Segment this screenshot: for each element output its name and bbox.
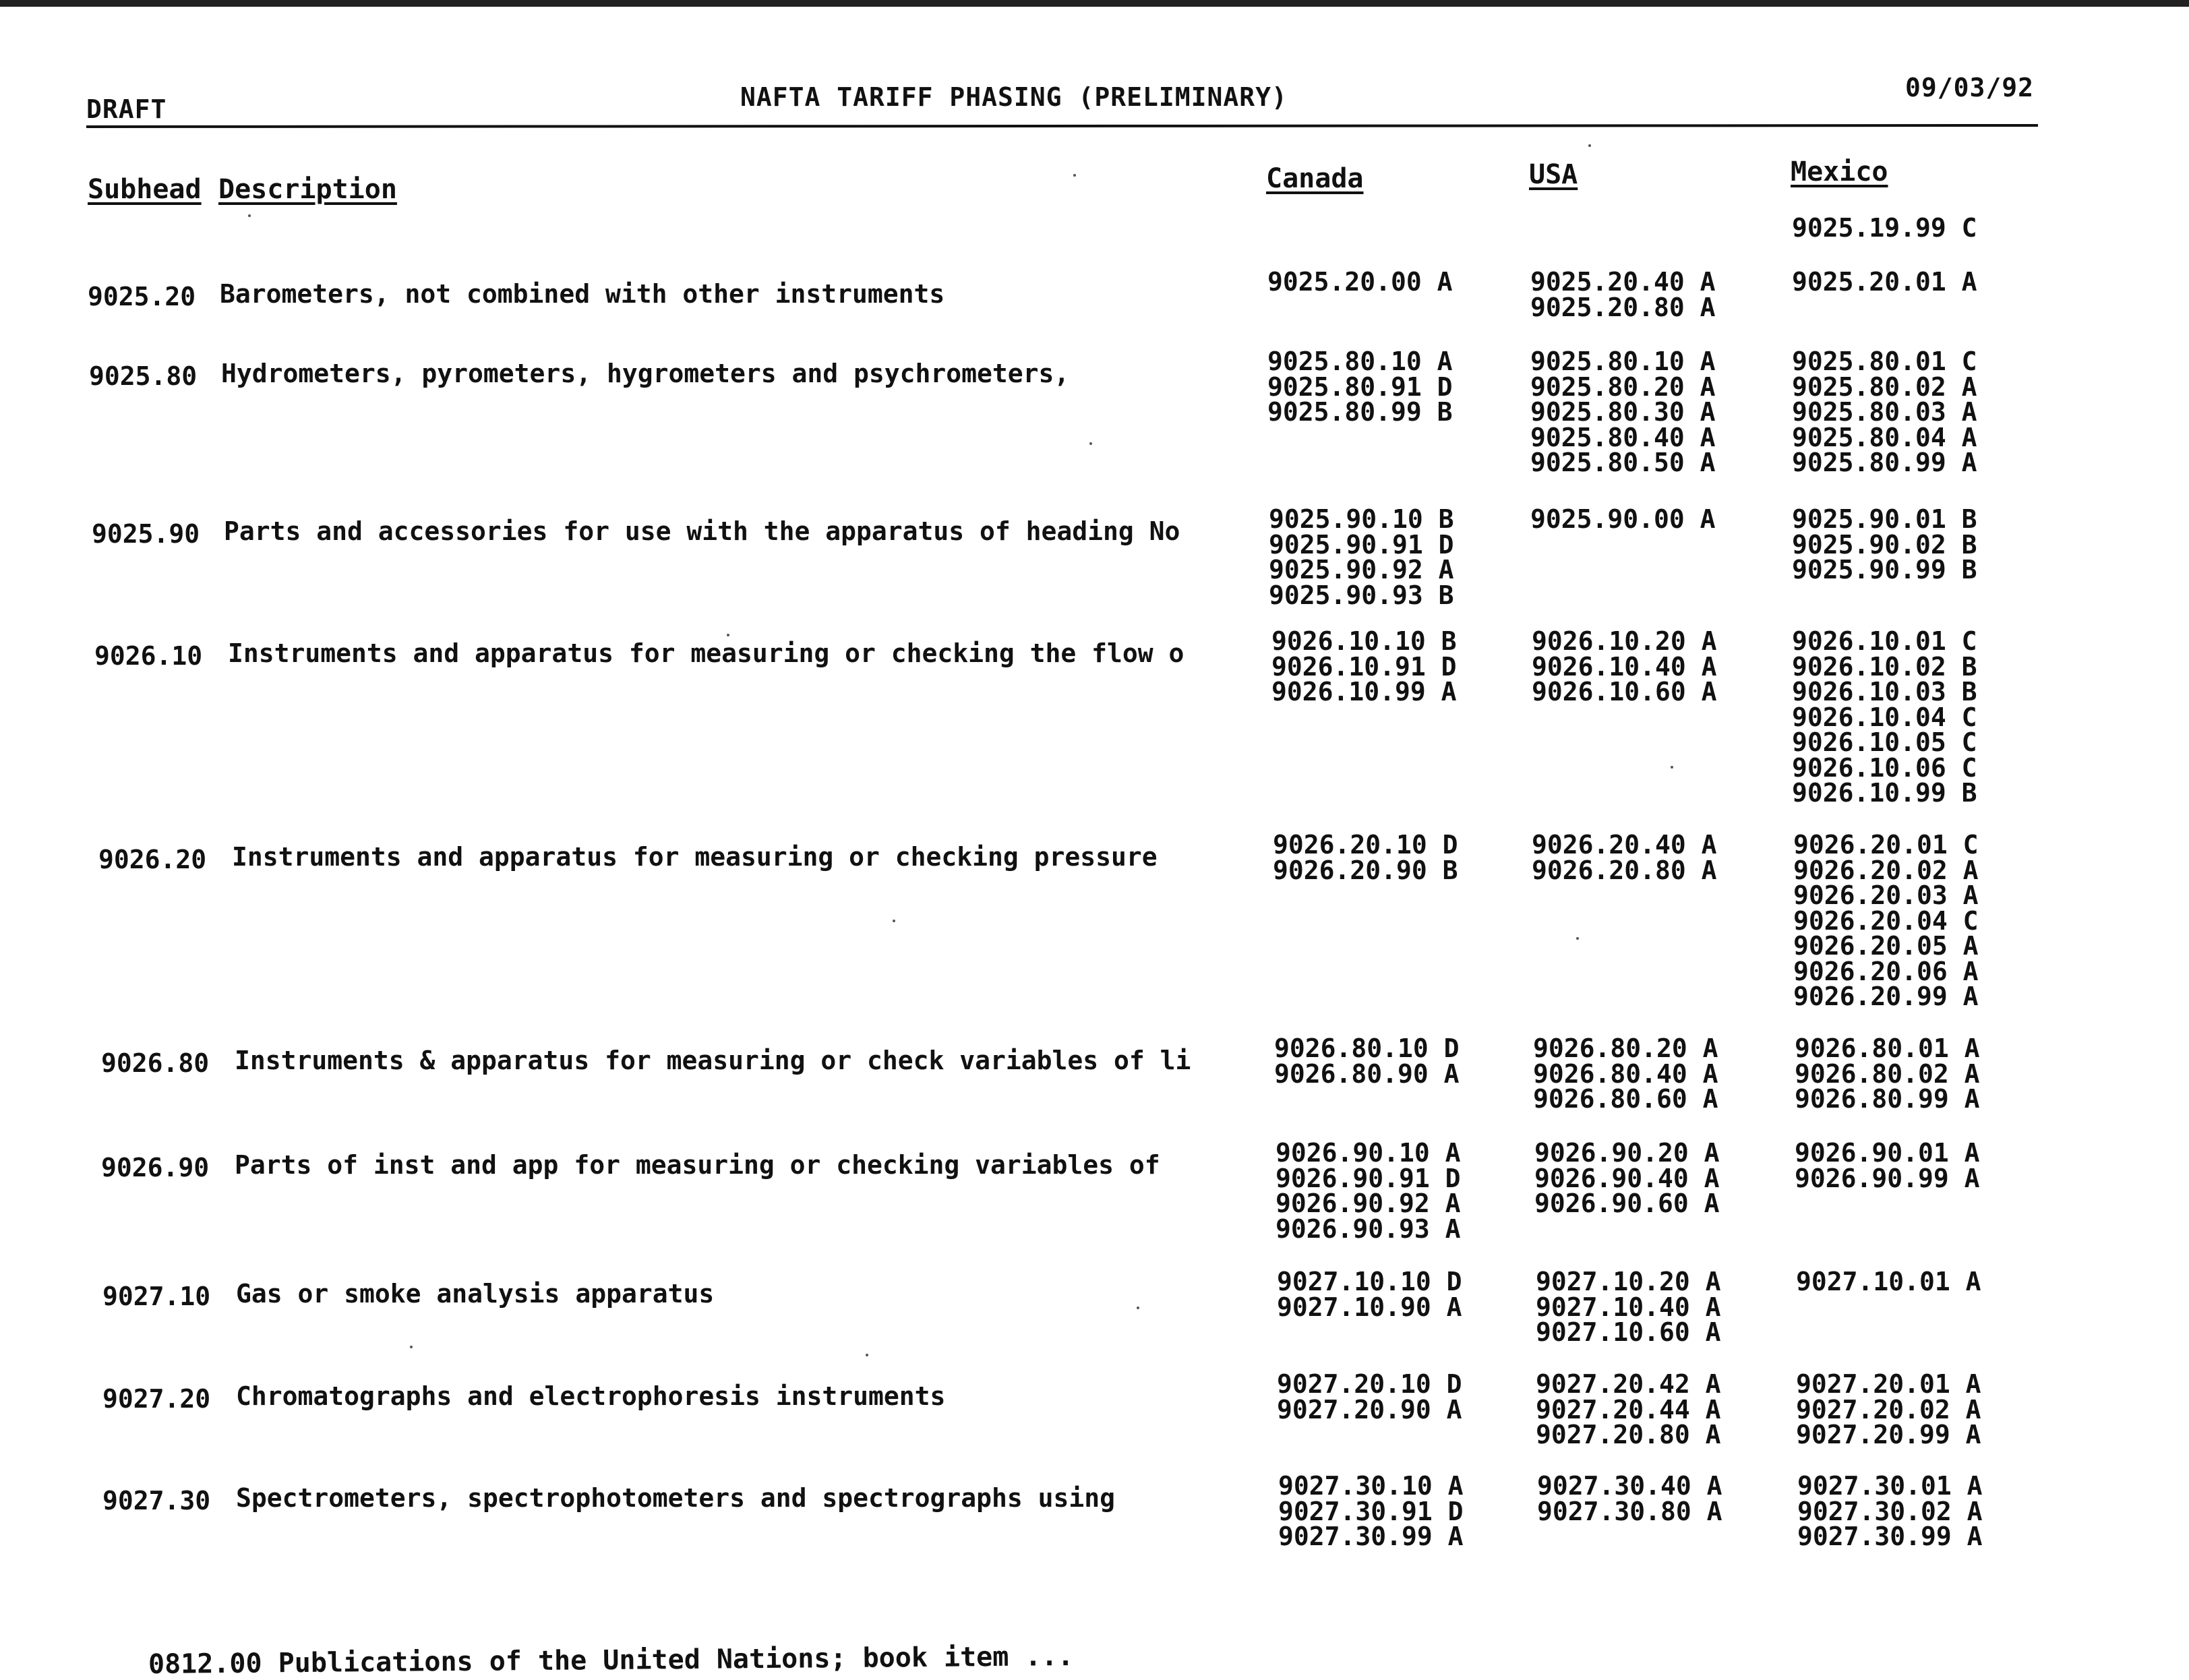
column-header-mexico: Mexico	[1791, 156, 1888, 187]
subhead-description: Spectrometers, spectrophotometers and spectrographs using	[236, 1483, 1116, 1513]
scan-speck	[410, 1346, 413, 1348]
tariff-code: 9026.20.80 A	[1532, 855, 1717, 885]
subhead-code: 9027.30	[102, 1486, 211, 1516]
tariff-code: 9025.80.01 C	[1792, 347, 1977, 376]
tariff-code: 9026.20.90 B	[1273, 855, 1458, 885]
tariff-code: 9027.30.80 A	[1537, 1496, 1722, 1526]
usa-codes	[1537, 1471, 1722, 1526]
scan-speck	[1089, 442, 1092, 445]
mexico-codes	[1792, 626, 1977, 808]
tariff-code: 9025.90.02 B	[1792, 529, 1977, 560]
scan-speck	[866, 1354, 868, 1356]
tariff-code: 9027.30.99 A	[1278, 1522, 1464, 1551]
tariff-code: 9026.80.10 D	[1274, 1033, 1460, 1063]
mexico-codes	[1795, 1033, 1980, 1114]
mexico-codes	[1792, 504, 1977, 584]
tariff-code: 9025.80.30 A	[1530, 397, 1716, 427]
tariff-code: 9026.10.91 D	[1271, 651, 1457, 682]
tariff-code: 9027.10.01 A	[1796, 1267, 1981, 1296]
tariff-code: 9026.80.90 A	[1274, 1058, 1460, 1089]
subhead-code: 9027.10	[102, 1282, 211, 1311]
tariff-code: 9025.80.02 A	[1792, 371, 1977, 402]
tariff-code: 9026.80.40 A	[1533, 1058, 1718, 1089]
subhead-code: 9026.90	[101, 1153, 210, 1182]
tariff-code: 9027.30.91 D	[1278, 1496, 1464, 1526]
scan-speck	[727, 634, 729, 636]
tariff-code: 9026.10.60 A	[1532, 677, 1717, 707]
tariff-code: 9025.90.99 B	[1792, 555, 1977, 584]
tariff-code: 9026.90.40 A	[1534, 1163, 1720, 1193]
tariff-code: 9027.20.10 D	[1277, 1369, 1462, 1399]
tariff-code: 9025.20.00 A	[1267, 267, 1453, 297]
usa-codes	[1532, 626, 1717, 707]
tariff-code: 9026.20.02 A	[1793, 855, 1979, 885]
tariff-code: 9027.30.10 A	[1278, 1471, 1464, 1501]
column-header-description: Description	[218, 174, 397, 205]
tariff-code: 9026.80.02 A	[1795, 1058, 1980, 1089]
column-header-subhead: Subhead	[88, 174, 202, 205]
tariff-code: 9026.90.60 A	[1534, 1189, 1720, 1218]
tariff-code: 9025.80.40 A	[1530, 422, 1716, 452]
tariff-code: 9025.80.20 A	[1530, 371, 1716, 402]
subhead-code: 9025.20	[88, 282, 196, 311]
draft-label: DRAFT	[86, 94, 167, 124]
tariff-code: 9026.20.99 A	[1793, 982, 1979, 1011]
tariff-code: 9026.10.05 C	[1792, 727, 1977, 757]
tariff-code: 9027.20.42 A	[1536, 1369, 1721, 1399]
tariff-code: 9025.20.80 A	[1530, 292, 1716, 322]
subhead-code: 9025.80	[89, 361, 198, 391]
tariff-code: 9025.90.91 D	[1269, 529, 1454, 560]
subhead-description: Instruments and apparatus for measuring or checking the flow o	[228, 638, 1185, 668]
usa-codes	[1536, 1269, 1721, 1346]
tariff-code: 9025.80.50 A	[1530, 448, 1716, 477]
tariff-code: 9025.80.99 B	[1267, 397, 1453, 427]
subhead-description: Barometers, not combined with other instruments	[220, 279, 945, 309]
usa-codes	[1530, 504, 1716, 534]
tariff-code: 9026.90.01 A	[1795, 1138, 1980, 1168]
tariff-code: 9027.20.02 A	[1796, 1394, 1981, 1424]
tariff-code: 9027.20.44 A	[1536, 1394, 1721, 1424]
date-label: 09/03/92	[1905, 73, 2035, 102]
tariff-code: 9025.19.99 C	[1792, 213, 1977, 243]
scan-speck	[893, 920, 895, 922]
usa-codes	[1530, 349, 1716, 476]
tariff-code: 9026.10.04 C	[1792, 702, 1977, 732]
canada-codes	[1276, 1138, 1461, 1244]
tariff-code: 9025.90.01 B	[1792, 504, 1977, 534]
subhead-description: Instruments & apparatus for measuring or check variables of li	[235, 1046, 1191, 1075]
tariff-code: 9027.10.60 A	[1536, 1317, 1721, 1347]
tariff-code: 9027.20.90 A	[1277, 1394, 1462, 1424]
subhead-description: Hydrometers, pyrometers, hygrometers and psychrometers,	[221, 359, 1070, 388]
tariff-code: 9026.20.10 D	[1273, 830, 1458, 860]
tariff-code: 9026.10.06 C	[1792, 752, 1977, 783]
canada-codes	[1278, 1471, 1464, 1551]
canada-codes	[1271, 626, 1457, 707]
tariff-code: 9026.10.99 B	[1792, 778, 1977, 808]
tariff-code: 9026.10.10 B	[1271, 626, 1457, 656]
usa-codes	[1530, 267, 1716, 322]
subhead-code: 9026.80	[101, 1048, 210, 1078]
usa-codes	[1532, 830, 1717, 885]
tariff-code: 9027.20.99 A	[1796, 1420, 1981, 1449]
column-header-usa: USA	[1529, 159, 1578, 190]
column-header-canada: Canada	[1266, 163, 1364, 194]
usa-codes	[1536, 1369, 1721, 1449]
tariff-code: 9026.10.40 A	[1532, 651, 1717, 682]
mexico-codes	[1795, 1138, 1980, 1193]
mexico-codes	[1792, 349, 1977, 476]
tariff-code: 9026.90.93 A	[1276, 1213, 1461, 1244]
tariff-code: 9026.20.05 A	[1793, 931, 1979, 961]
tariff-code: 9027.10.90 A	[1277, 1292, 1462, 1322]
mexico-codes	[1797, 1471, 1983, 1551]
subhead-code: 9026.10	[94, 641, 203, 671]
canada-codes	[1269, 504, 1454, 610]
tariff-code: 9025.80.10 A	[1267, 347, 1453, 376]
subhead-code: 9026.20	[98, 845, 207, 874]
canada-codes	[1273, 830, 1458, 885]
tariff-code: 9025.80.04 A	[1792, 422, 1977, 452]
tariff-code: 9025.90.10 B	[1269, 504, 1454, 534]
tariff-code: 9025.80.10 A	[1530, 347, 1716, 376]
tariff-code: 9027.30.40 A	[1537, 1471, 1722, 1501]
tariff-code: 9025.90.00 A	[1530, 504, 1716, 534]
tariff-code: 9027.10.20 A	[1536, 1267, 1721, 1296]
canada-codes	[1267, 349, 1453, 425]
subhead-description: Parts of inst and app for measuring or checking variables of	[235, 1150, 1160, 1180]
tariff-code: 9027.20.01 A	[1796, 1369, 1981, 1399]
mexico-codes	[1796, 1369, 1981, 1449]
page-title: NAFTA TARIFF PHASING (PRELIMINARY)	[740, 82, 1288, 112]
subhead-description: Chromatographs and electrophoresis instruments	[236, 1381, 946, 1411]
tariff-code: 9025.80.91 D	[1267, 371, 1453, 402]
tariff-code: 9026.80.99 A	[1795, 1084, 1980, 1114]
tariff-code: 9026.20.40 A	[1532, 830, 1717, 860]
tariff-code: 9026.80.20 A	[1533, 1033, 1718, 1063]
tariff-code: 9026.20.03 A	[1793, 880, 1979, 910]
scan-speck	[1073, 174, 1076, 177]
tariff-code: 9026.90.92 A	[1276, 1189, 1461, 1218]
tariff-code: 9026.90.99 A	[1795, 1163, 1980, 1193]
tariff-code: 9025.90.93 B	[1269, 580, 1454, 610]
tariff-code: 9027.30.02 A	[1797, 1496, 1983, 1526]
usa-codes	[1534, 1138, 1720, 1218]
scan-speck	[1137, 1307, 1139, 1309]
scan-speck	[1576, 937, 1579, 940]
usa-codes	[1533, 1033, 1718, 1114]
tariff-code: 9026.10.02 B	[1792, 651, 1977, 682]
subhead-description: Instruments and apparatus for measuring or checking pressure	[232, 842, 1158, 872]
tariff-code: 9027.20.80 A	[1536, 1420, 1721, 1449]
tariff-code: 9025.80.99 A	[1792, 448, 1977, 477]
tariff-code: 9026.20.06 A	[1793, 956, 1979, 986]
tariff-code: 9025.80.03 A	[1792, 397, 1977, 427]
tariff-code: 9026.80.60 A	[1533, 1084, 1718, 1114]
tariff-code: 9027.10.40 A	[1536, 1292, 1721, 1322]
tariff-code: 9026.10.03 B	[1792, 677, 1977, 707]
mexico-codes	[1793, 830, 1979, 1011]
tariff-code: 9025.20.40 A	[1530, 267, 1716, 297]
tariff-code: 9026.20.01 C	[1793, 830, 1979, 860]
subhead-code: 9025.90	[92, 519, 200, 549]
tariff-code: 9026.10.20 A	[1532, 626, 1717, 656]
tariff-code: 9025.90.92 A	[1269, 555, 1454, 584]
subhead-description: Gas or smoke analysis apparatus	[236, 1279, 715, 1309]
tariff-code: 9027.30.99 A	[1797, 1522, 1983, 1551]
tariff-code: 9026.90.10 A	[1276, 1138, 1461, 1168]
tariff-code: 9026.10.01 C	[1792, 626, 1977, 656]
tariff-code: 9025.20.01 A	[1792, 267, 1977, 297]
tariff-code: 9026.80.01 A	[1795, 1033, 1980, 1063]
tariff-code: 9027.30.01 A	[1797, 1471, 1983, 1501]
scan-speck	[248, 214, 251, 217]
tariff-code: 9027.10.10 D	[1277, 1267, 1462, 1296]
canada-codes	[1267, 267, 1453, 297]
tariff-code: 9026.90.91 D	[1276, 1163, 1461, 1193]
footer-text: 0812.00 Publications of the United Nations; book item ...	[148, 1641, 1074, 1680]
tariff-code: 9026.10.99 A	[1271, 677, 1457, 707]
canada-codes	[1277, 1369, 1462, 1424]
tariff-code: 9026.90.20 A	[1534, 1138, 1720, 1168]
canada-codes	[1274, 1033, 1460, 1089]
canada-codes	[1277, 1269, 1462, 1320]
subhead-code: 9027.20	[102, 1384, 211, 1414]
subhead-description: Parts and accessories for use with the apparatus of heading No	[224, 516, 1180, 546]
mexico-codes	[1792, 267, 1977, 297]
scan-speck	[1671, 766, 1673, 769]
scan-speck	[1588, 144, 1591, 147]
mexico-codes	[1796, 1269, 1981, 1295]
tariff-code: 9026.20.04 C	[1793, 905, 1979, 936]
